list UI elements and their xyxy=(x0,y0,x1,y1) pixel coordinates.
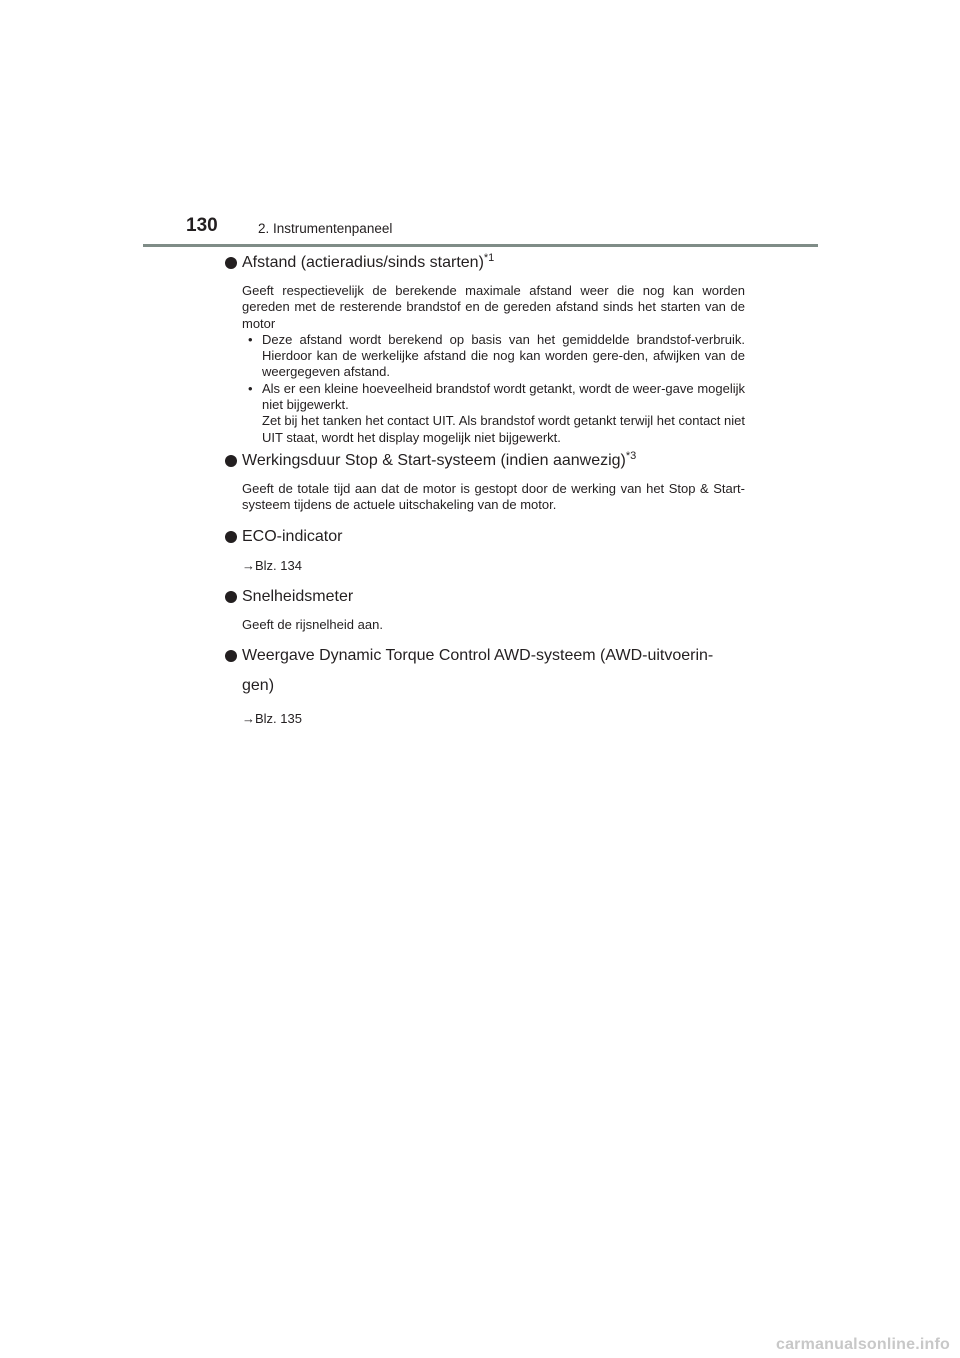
page-reference-text: Blz. 134 xyxy=(255,557,302,573)
page-content xyxy=(225,252,745,727)
section-heading xyxy=(225,641,745,701)
list-item xyxy=(242,332,745,381)
section-heading xyxy=(225,450,745,472)
bullet-dot-icon xyxy=(225,650,237,662)
section-heading xyxy=(225,526,745,548)
section-description: Geeft respectievelijk de berekende maximale afstand weer die nog kan worden gereden met de resterende brandstof en de gereden afstand sinds het starten van de motor xyxy=(242,283,745,331)
bullet-dot-icon xyxy=(225,591,237,603)
section-stop-start xyxy=(225,450,745,514)
sub-list xyxy=(242,332,745,446)
section-description: Geeft de totale tijd aan dat de motor is gestopt door de werking van het Stop & Start-systeem tijdens de actuele uitschakeling van de motor. xyxy=(242,480,745,513)
section-speedometer xyxy=(225,586,745,633)
section-distance xyxy=(225,252,745,446)
chapter-title: 2. Instrumentenpaneel xyxy=(258,221,393,236)
section-description: Geeft de rijsnelheid aan. xyxy=(242,616,383,632)
footnote-marker: *3 xyxy=(625,449,637,462)
section-title: Weergave Dynamic Torque Control AWD-systeem (AWD-uitvoerin-gen) xyxy=(242,646,714,694)
bullet-icon: • xyxy=(248,380,253,396)
section-title: Werkingsduur Stop & Start-systeem (indien aanwezig) xyxy=(242,451,626,469)
arrow-right-icon: → xyxy=(242,557,255,573)
section-heading xyxy=(225,252,745,274)
footnote-marker: *1 xyxy=(483,252,495,264)
bullet-dot-icon xyxy=(225,257,237,269)
section-awd-display xyxy=(225,641,745,727)
bullet-dot-icon xyxy=(225,455,237,467)
section-title: ECO-indicator xyxy=(242,527,343,545)
arrow-right-icon: → xyxy=(242,710,255,726)
list-item xyxy=(242,381,745,446)
header-divider xyxy=(143,244,818,247)
list-item-text: Als er een kleine hoeveelheid brandstof wordt getankt, wordt de weer-gave mogelijk niet bijgewerkt. xyxy=(262,380,745,413)
section-title: Snelheidsmeter xyxy=(242,587,354,605)
bullet-dot-icon xyxy=(225,531,237,543)
page-number: 130 xyxy=(186,215,218,236)
list-item-text: Deze afstand wordt berekend op basis van het gemiddelde brandstof-verbruik. Hierdoor kan de werkelijke afstand die nog kan worden gere-den, afwijken van de weergegeven afstand. xyxy=(262,331,745,380)
page-reference[interactable] xyxy=(242,557,745,574)
page-reference-text: Blz. 135 xyxy=(255,710,302,726)
section-heading xyxy=(225,586,745,608)
list-item-text-continued: Zet bij het tanken het contact UIT. Als brandstof wordt getankt terwijl het contact niet UIT staat, wordt het display mogelijk niet bijgewerkt. xyxy=(262,413,745,445)
page-header xyxy=(0,0,960,250)
page-reference[interactable] xyxy=(242,710,745,727)
section-eco-indicator xyxy=(225,526,745,574)
watermark-logo: carmanualsonline.info xyxy=(775,1336,950,1353)
section-title: Afstand (actieradius/sinds starten) xyxy=(242,254,484,271)
bullet-icon: • xyxy=(248,331,253,347)
